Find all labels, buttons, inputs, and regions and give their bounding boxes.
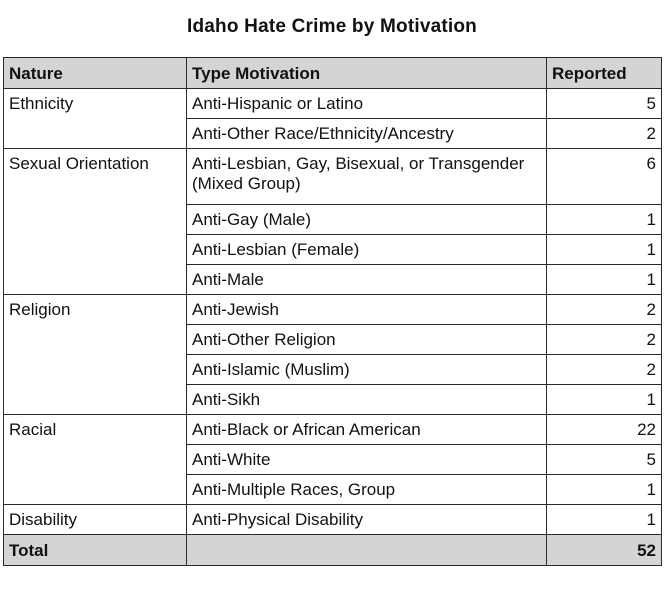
type-cell: Anti-Multiple Races, Group: [187, 475, 547, 505]
table-row: [4, 295, 662, 325]
table-row: [4, 415, 662, 445]
header-row: [4, 58, 662, 89]
type-cell: Anti-Islamic (Muslim): [187, 355, 547, 385]
reported-cell: 1: [547, 235, 662, 265]
type-cell: Anti-Lesbian (Female): [187, 235, 547, 265]
table-row: [4, 505, 662, 535]
nature-cell: Ethnicity: [4, 89, 187, 149]
reported-cell: 2: [547, 119, 662, 149]
type-cell: Anti-Other Race/Ethnicity/Ancestry: [187, 119, 547, 149]
total-spacer: [187, 535, 547, 566]
reported-cell: 1: [547, 265, 662, 295]
total-label: Total: [4, 535, 187, 566]
reported-cell: 5: [547, 445, 662, 475]
type-cell: Anti-Gay (Male): [187, 205, 547, 235]
hate-crime-table: [3, 57, 662, 566]
reported-cell: 22: [547, 415, 662, 445]
reported-cell: 2: [547, 295, 662, 325]
total-value: 52: [547, 535, 662, 566]
page-title: Idaho Hate Crime by Motivation: [187, 16, 477, 37]
table-footer: [4, 535, 662, 566]
table-header: [4, 58, 662, 89]
reported-cell: 1: [547, 505, 662, 535]
reported-cell: 6: [547, 149, 662, 205]
nature-cell: Sexual Orientation: [4, 149, 187, 295]
table-row: [4, 89, 662, 119]
type-cell: Anti-Hispanic or Latino: [187, 89, 547, 119]
type-cell: Anti-Sikh: [187, 385, 547, 415]
reported-cell: 1: [547, 475, 662, 505]
type-cell: Anti-Male: [187, 265, 547, 295]
header-nature: Nature: [4, 58, 187, 89]
type-cell: Anti-Jewish: [187, 295, 547, 325]
type-cell: Anti-Other Religion: [187, 325, 547, 355]
reported-cell: 5: [547, 89, 662, 119]
reported-cell: 2: [547, 325, 662, 355]
type-cell: Anti-Black or African American: [187, 415, 547, 445]
reported-cell: 2: [547, 355, 662, 385]
header-type-motivation: Type Motivation: [187, 58, 547, 89]
type-cell: Anti-White: [187, 445, 547, 475]
reported-cell: 1: [547, 205, 662, 235]
total-row: [4, 535, 662, 566]
table-row: [4, 149, 662, 205]
header-reported: Reported: [547, 58, 662, 89]
table-body: [4, 89, 662, 535]
nature-cell: Racial: [4, 415, 187, 505]
reported-cell: 1: [547, 385, 662, 415]
nature-cell: Disability: [4, 505, 187, 535]
nature-cell: Religion: [4, 295, 187, 415]
type-cell: Anti-Physical Disability: [187, 505, 547, 535]
type-cell: Anti-Lesbian, Gay, Bisexual, or Transgender (Mixed Group): [187, 149, 547, 205]
